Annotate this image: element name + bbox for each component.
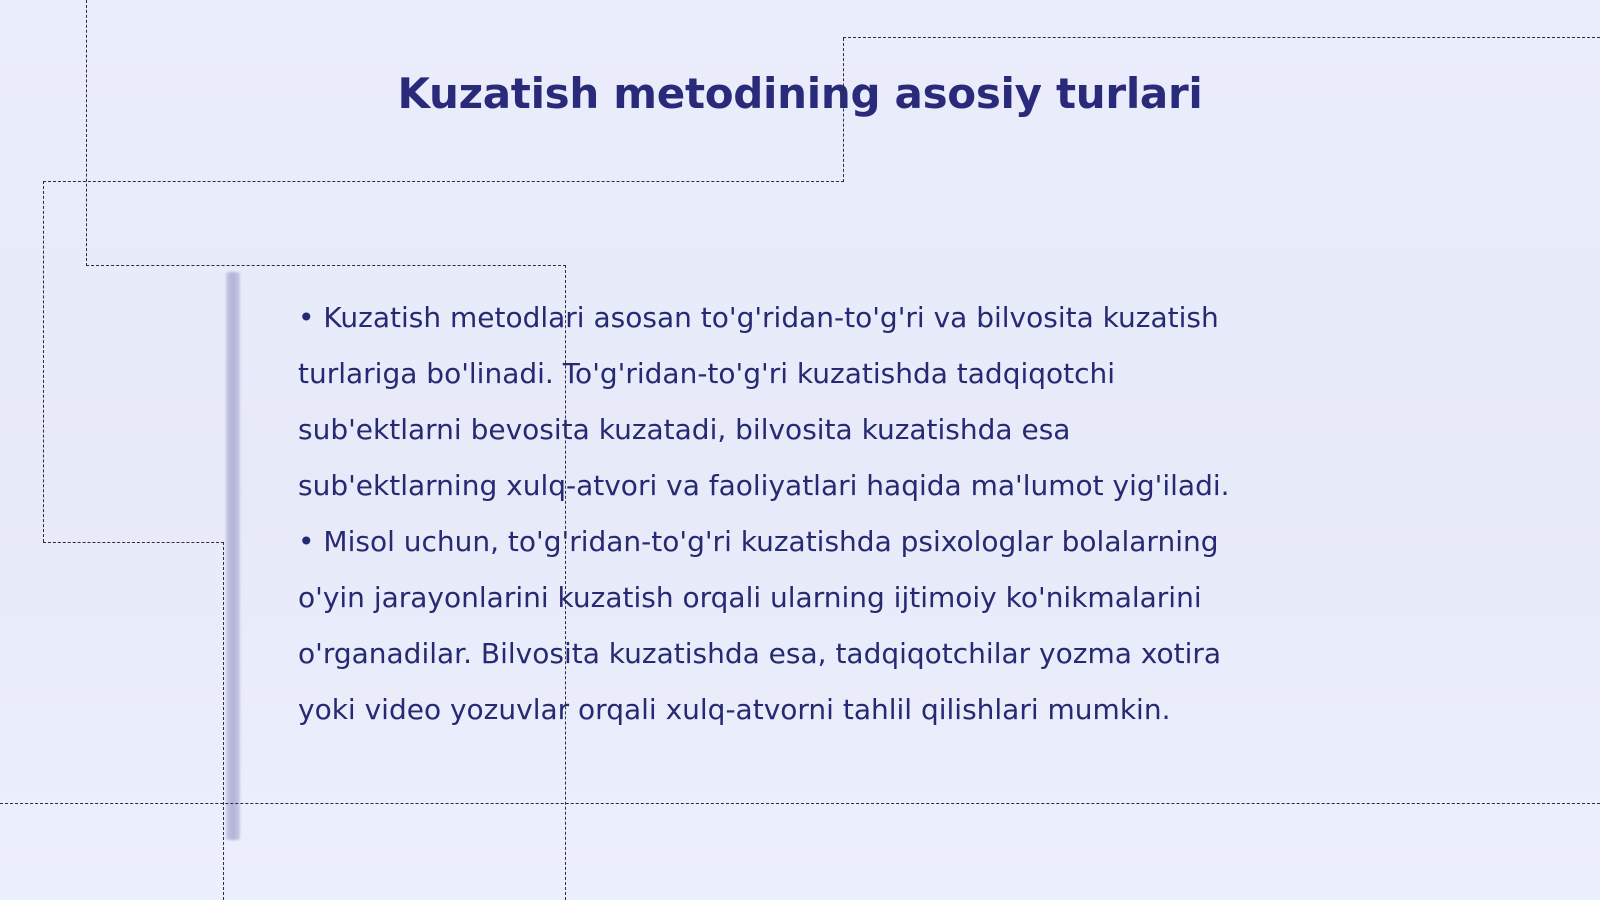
slide-body xyxy=(298,290,1278,738)
slide-title: Kuzatish metodining asosiy turlari xyxy=(397,69,1203,118)
guide-line-dashed xyxy=(86,0,87,266)
bullet-paragraph: • Misol uchun, to'g'ridan-to'g'ri kuzatishda psixologlar bolalarning o'yin jarayonlarini kuzatish orqali ularning ijtimoiy ko'nikmalarini o'rganadilar. Bilvosita kuzatishda esa, tadqiqotchilar yozma xotira yoki video yozuvlar orqali xulq-atvorni tahlil qilishlari mumkin. xyxy=(298,525,1222,726)
guide-line-dashed xyxy=(43,181,844,182)
accent-bar xyxy=(226,272,240,840)
guide-line-dashed xyxy=(0,803,1600,804)
guide-line-dashed xyxy=(843,37,1600,38)
bullet-paragraph: • Kuzatish metodlari asosan to'g'ridan-to'g'ri va bilvosita kuzatish turlariga bo'linadi. To'g'ridan-to'g'ri kuzatishda tadqiqotchi sub'ektlarni bevosita kuzatadi, bilvosita kuzatishda esa sub'ektlarning xulq-atvori va faoliyatlari haqida ma'lumot yig'iladi. xyxy=(298,301,1230,502)
guide-line-dashed xyxy=(223,542,224,900)
guide-line-dashed xyxy=(43,181,44,542)
guide-line-dashed xyxy=(43,542,224,543)
guide-line-dashed xyxy=(86,265,566,266)
